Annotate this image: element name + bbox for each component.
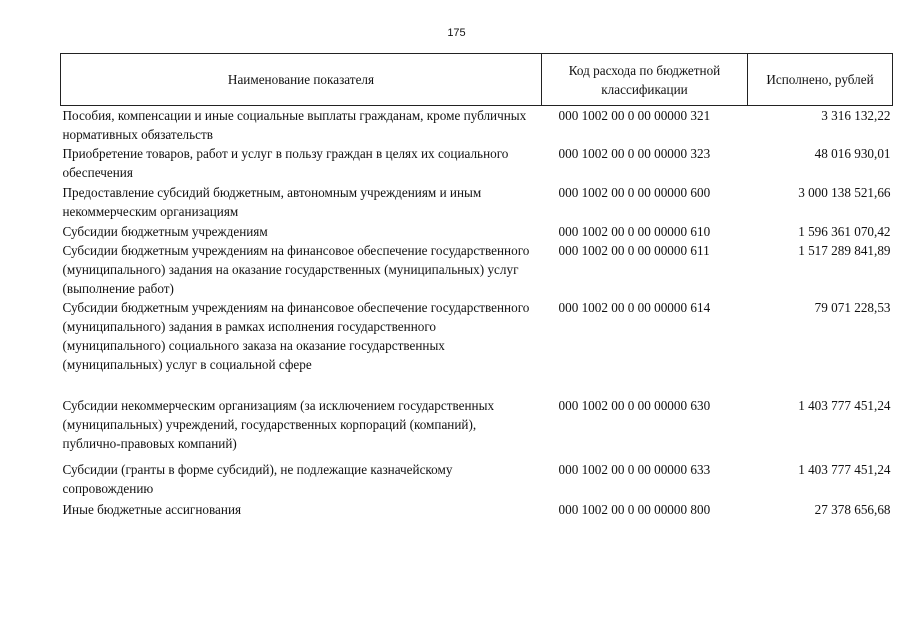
- table-row: [61, 222, 893, 241]
- row-name: Субсидии (гранты в форме субсидий), не подлежащие казначейскому сопровождению: [62, 462, 453, 496]
- expenditure-table: [60, 53, 893, 519]
- row-amount: 79 071 228,53: [814, 300, 891, 315]
- row-amount: 1 403 777 451,24: [798, 398, 891, 413]
- table-row: [61, 298, 893, 396]
- row-code: 000 1002 00 0 00 00000 611: [558, 243, 710, 258]
- row-amount: 1 596 361 070,42: [798, 224, 891, 239]
- row-code: 000 1002 00 0 00 00000 633: [558, 462, 711, 477]
- row-code: 000 1002 00 0 00 00000 321: [558, 108, 711, 123]
- row-amount: 3 000 138 521,66: [798, 185, 891, 200]
- row-name: Субсидии некоммерческим организациям (за исключением государственных (муниципальных) учреждений, государственных корпораций (компаний), публично-правовых компаний): [62, 398, 495, 451]
- row-amount: 1 517 289 841,89: [798, 243, 891, 258]
- row-amount: 3 316 132,22: [821, 108, 891, 123]
- table-row: [61, 183, 893, 222]
- row-code: 000 1002 00 0 00 00000 614: [558, 300, 711, 315]
- header-budget-code: Код расхода по бюджетной классификации: [542, 54, 748, 106]
- row-code: 000 1002 00 0 00 00000 610: [558, 224, 711, 239]
- header-executed-amount: Исполнено, рублей: [748, 54, 893, 106]
- row-code: 000 1002 00 0 00 00000 600: [558, 185, 711, 200]
- row-code: 000 1002 00 0 00 00000 323: [558, 146, 711, 161]
- row-amount: 27 378 656,68: [814, 502, 891, 517]
- table-row: [61, 500, 893, 519]
- table-row: [61, 241, 893, 298]
- row-name: Пособия, компенсации и иные социальные выплаты гражданам, кроме публичных нормативных обязательств: [62, 108, 527, 142]
- row-code: 000 1002 00 0 00 00000 800: [558, 502, 711, 517]
- table-row: [61, 460, 893, 500]
- row-amount: 1 403 777 451,24: [798, 462, 891, 477]
- row-amount: 48 016 930,01: [814, 146, 891, 161]
- row-name: Иные бюджетные ассигнования: [62, 502, 242, 517]
- page-number: 175: [447, 27, 466, 39]
- row-name: Субсидии бюджетным учреждениям на финансовое обеспечение государственного (муниципального) задания на оказание государственных (муниципальных) услуг (выполнение работ): [62, 243, 530, 296]
- row-name: Приобретение товаров, работ и услуг в пользу граждан в целях их социального обеспечения: [62, 146, 509, 180]
- table-row: [61, 396, 893, 460]
- row-name: Предоставление субсидий бюджетным, автономным учреждениям и иным некоммерческим организациям: [62, 185, 482, 219]
- table-row: [61, 144, 893, 183]
- header-indicator-name: Наименование показателя: [61, 54, 542, 106]
- row-name: Субсидии бюджетным учреждениям на финансовое обеспечение государственного (муниципального) задания в рамках исполнения государственного (муниципального) социального заказа на оказание государственных (муниципальных) услуг в социальной сфере: [62, 300, 530, 372]
- table-header: [61, 54, 893, 106]
- row-code: 000 1002 00 0 00 00000 630: [558, 398, 711, 413]
- row-name: Субсидии бюджетным учреждениям: [62, 224, 268, 239]
- table-row: [61, 106, 893, 145]
